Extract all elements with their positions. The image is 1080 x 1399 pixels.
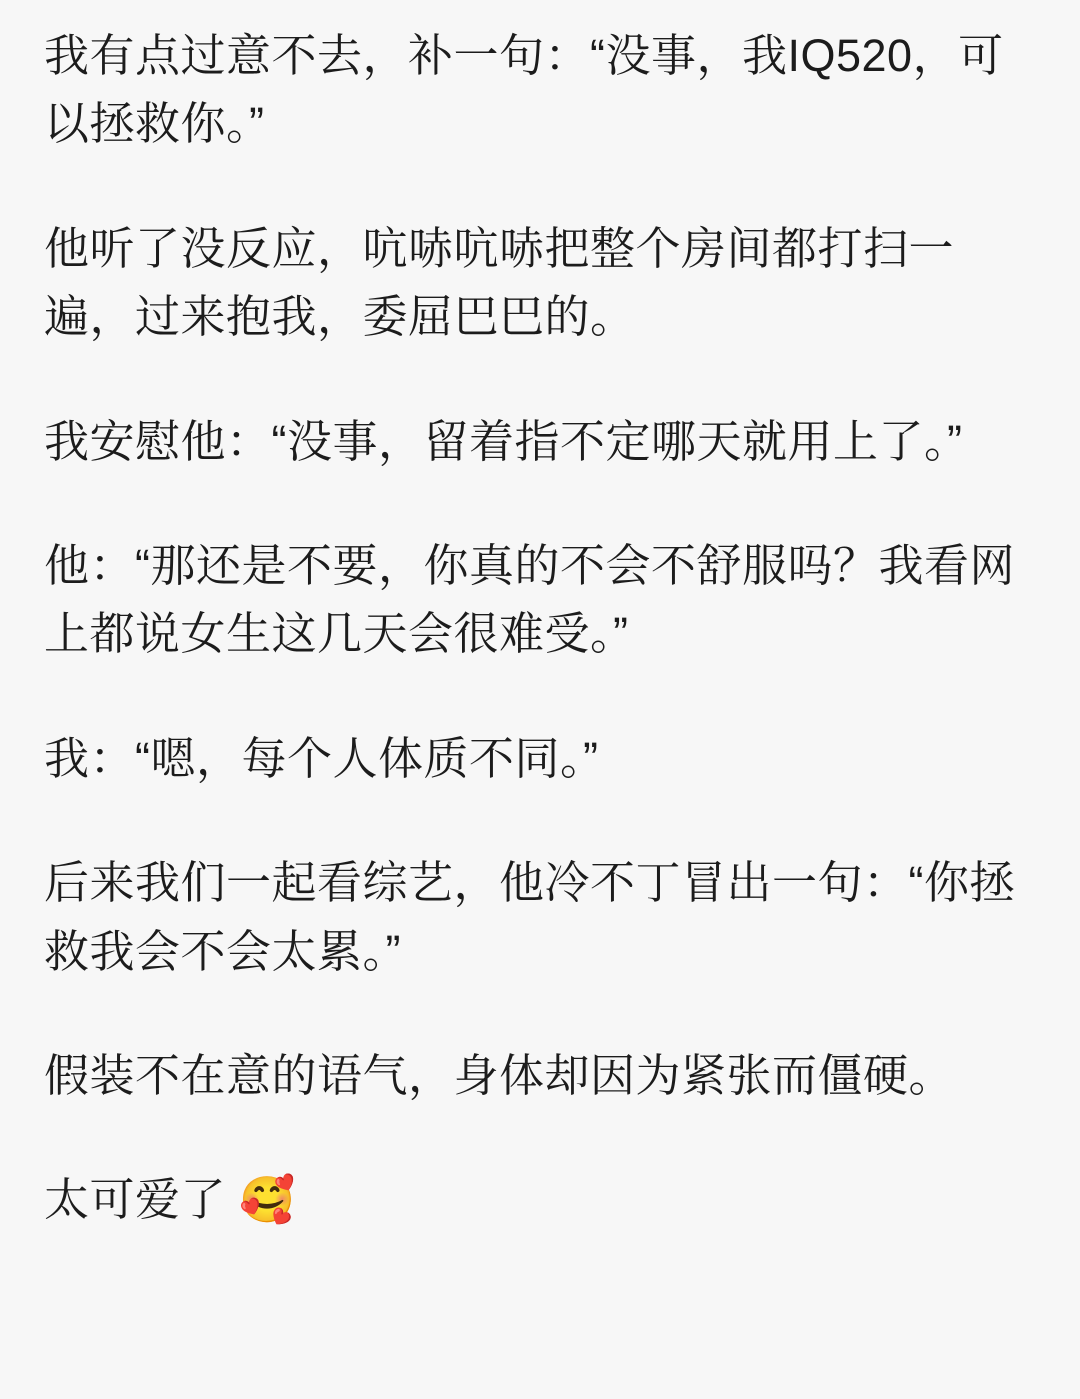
paragraph-with-emoji: 太可爱了 🥰	[44, 1174, 296, 1226]
paragraph: 后来我们一起看综艺，他冷不丁冒出一句：“你拯救我会不会太累。”	[44, 857, 1015, 977]
paragraph: 他：“那还是不要，你真的不会不舒服吗？我看网上都说女生这几天会很难受。”	[44, 539, 1015, 660]
paragraph: 他听了没反应，吭哧吭哧把整个房间都打扫一遍，过来抱我，委屈巴巴的。	[44, 222, 955, 343]
paragraph: 我有点过意不去，补一句：“没事，我IQ520，可以拯救你。”	[44, 30, 1004, 150]
paragraph: 我：“嗯，每个人体质不同。”	[44, 732, 599, 784]
paragraph: 假装不在意的语气，身体却因为紧张而僵硬。	[44, 1049, 955, 1101]
paragraph: 我安慰他：“没事，留着指不定哪天就用上了。”	[44, 415, 963, 467]
